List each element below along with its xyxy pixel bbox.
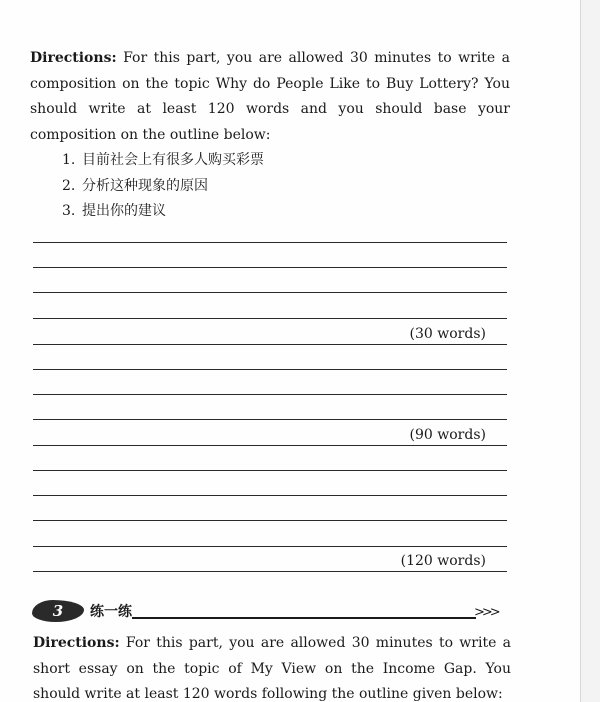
- writing-line: [33, 344, 507, 345]
- word-count-marker: (120 words): [397, 553, 486, 569]
- writing-line: [33, 419, 507, 420]
- section-badge: 3: [32, 600, 84, 622]
- outline-text: 分析这种现象的原因: [82, 177, 208, 194]
- directions-text: For this part, you are allowed 30 minutes to write a composition on the topic Why do People Like to Buy Lottery? You should write at least 120 words and you should base your composition on the outline below:: [30, 50, 510, 143]
- outline-number: 3.: [62, 203, 76, 219]
- outline-text: 目前社会上有很多人购买彩票: [82, 152, 264, 168]
- word-count-marker: (90 words): [406, 427, 486, 443]
- writing-line: [33, 445, 507, 446]
- writing-line: [33, 571, 507, 572]
- section-header: [32, 600, 510, 624]
- directions-label: Directions:: [30, 50, 117, 66]
- writing-line: [33, 242, 507, 243]
- header-rule: [132, 617, 476, 619]
- directions-label: Directions:: [33, 635, 120, 651]
- outline-text: 提出你的建议: [82, 203, 166, 219]
- outline-number: 1.: [62, 152, 76, 168]
- directions-paragraph-1: [30, 46, 510, 148]
- outline-item: [62, 148, 264, 174]
- writing-line: [33, 267, 507, 268]
- directions-paragraph-2: [33, 631, 511, 702]
- outline-number: 2.: [62, 177, 76, 194]
- arrow-icon: >>>: [474, 605, 498, 620]
- writing-line: [33, 394, 507, 395]
- word-count-marker: (30 words): [406, 326, 486, 342]
- writing-line: [33, 546, 507, 547]
- section-title: 练一练: [90, 604, 132, 620]
- page-edge: [580, 0, 600, 702]
- writing-line: [33, 369, 507, 370]
- outline-item: [62, 174, 264, 200]
- writing-line: [33, 470, 507, 471]
- writing-line: [33, 495, 507, 496]
- directions-text: For this part, you are allowed 30 minutes to write a short essay on the topic of My View on the Income Gap. You should write at least 120 words following the outline given below:: [33, 635, 511, 702]
- outline-item: [62, 199, 264, 225]
- outline-list: [62, 148, 264, 225]
- writing-line: [33, 292, 507, 293]
- writing-line: [33, 318, 507, 319]
- writing-line: [33, 520, 507, 521]
